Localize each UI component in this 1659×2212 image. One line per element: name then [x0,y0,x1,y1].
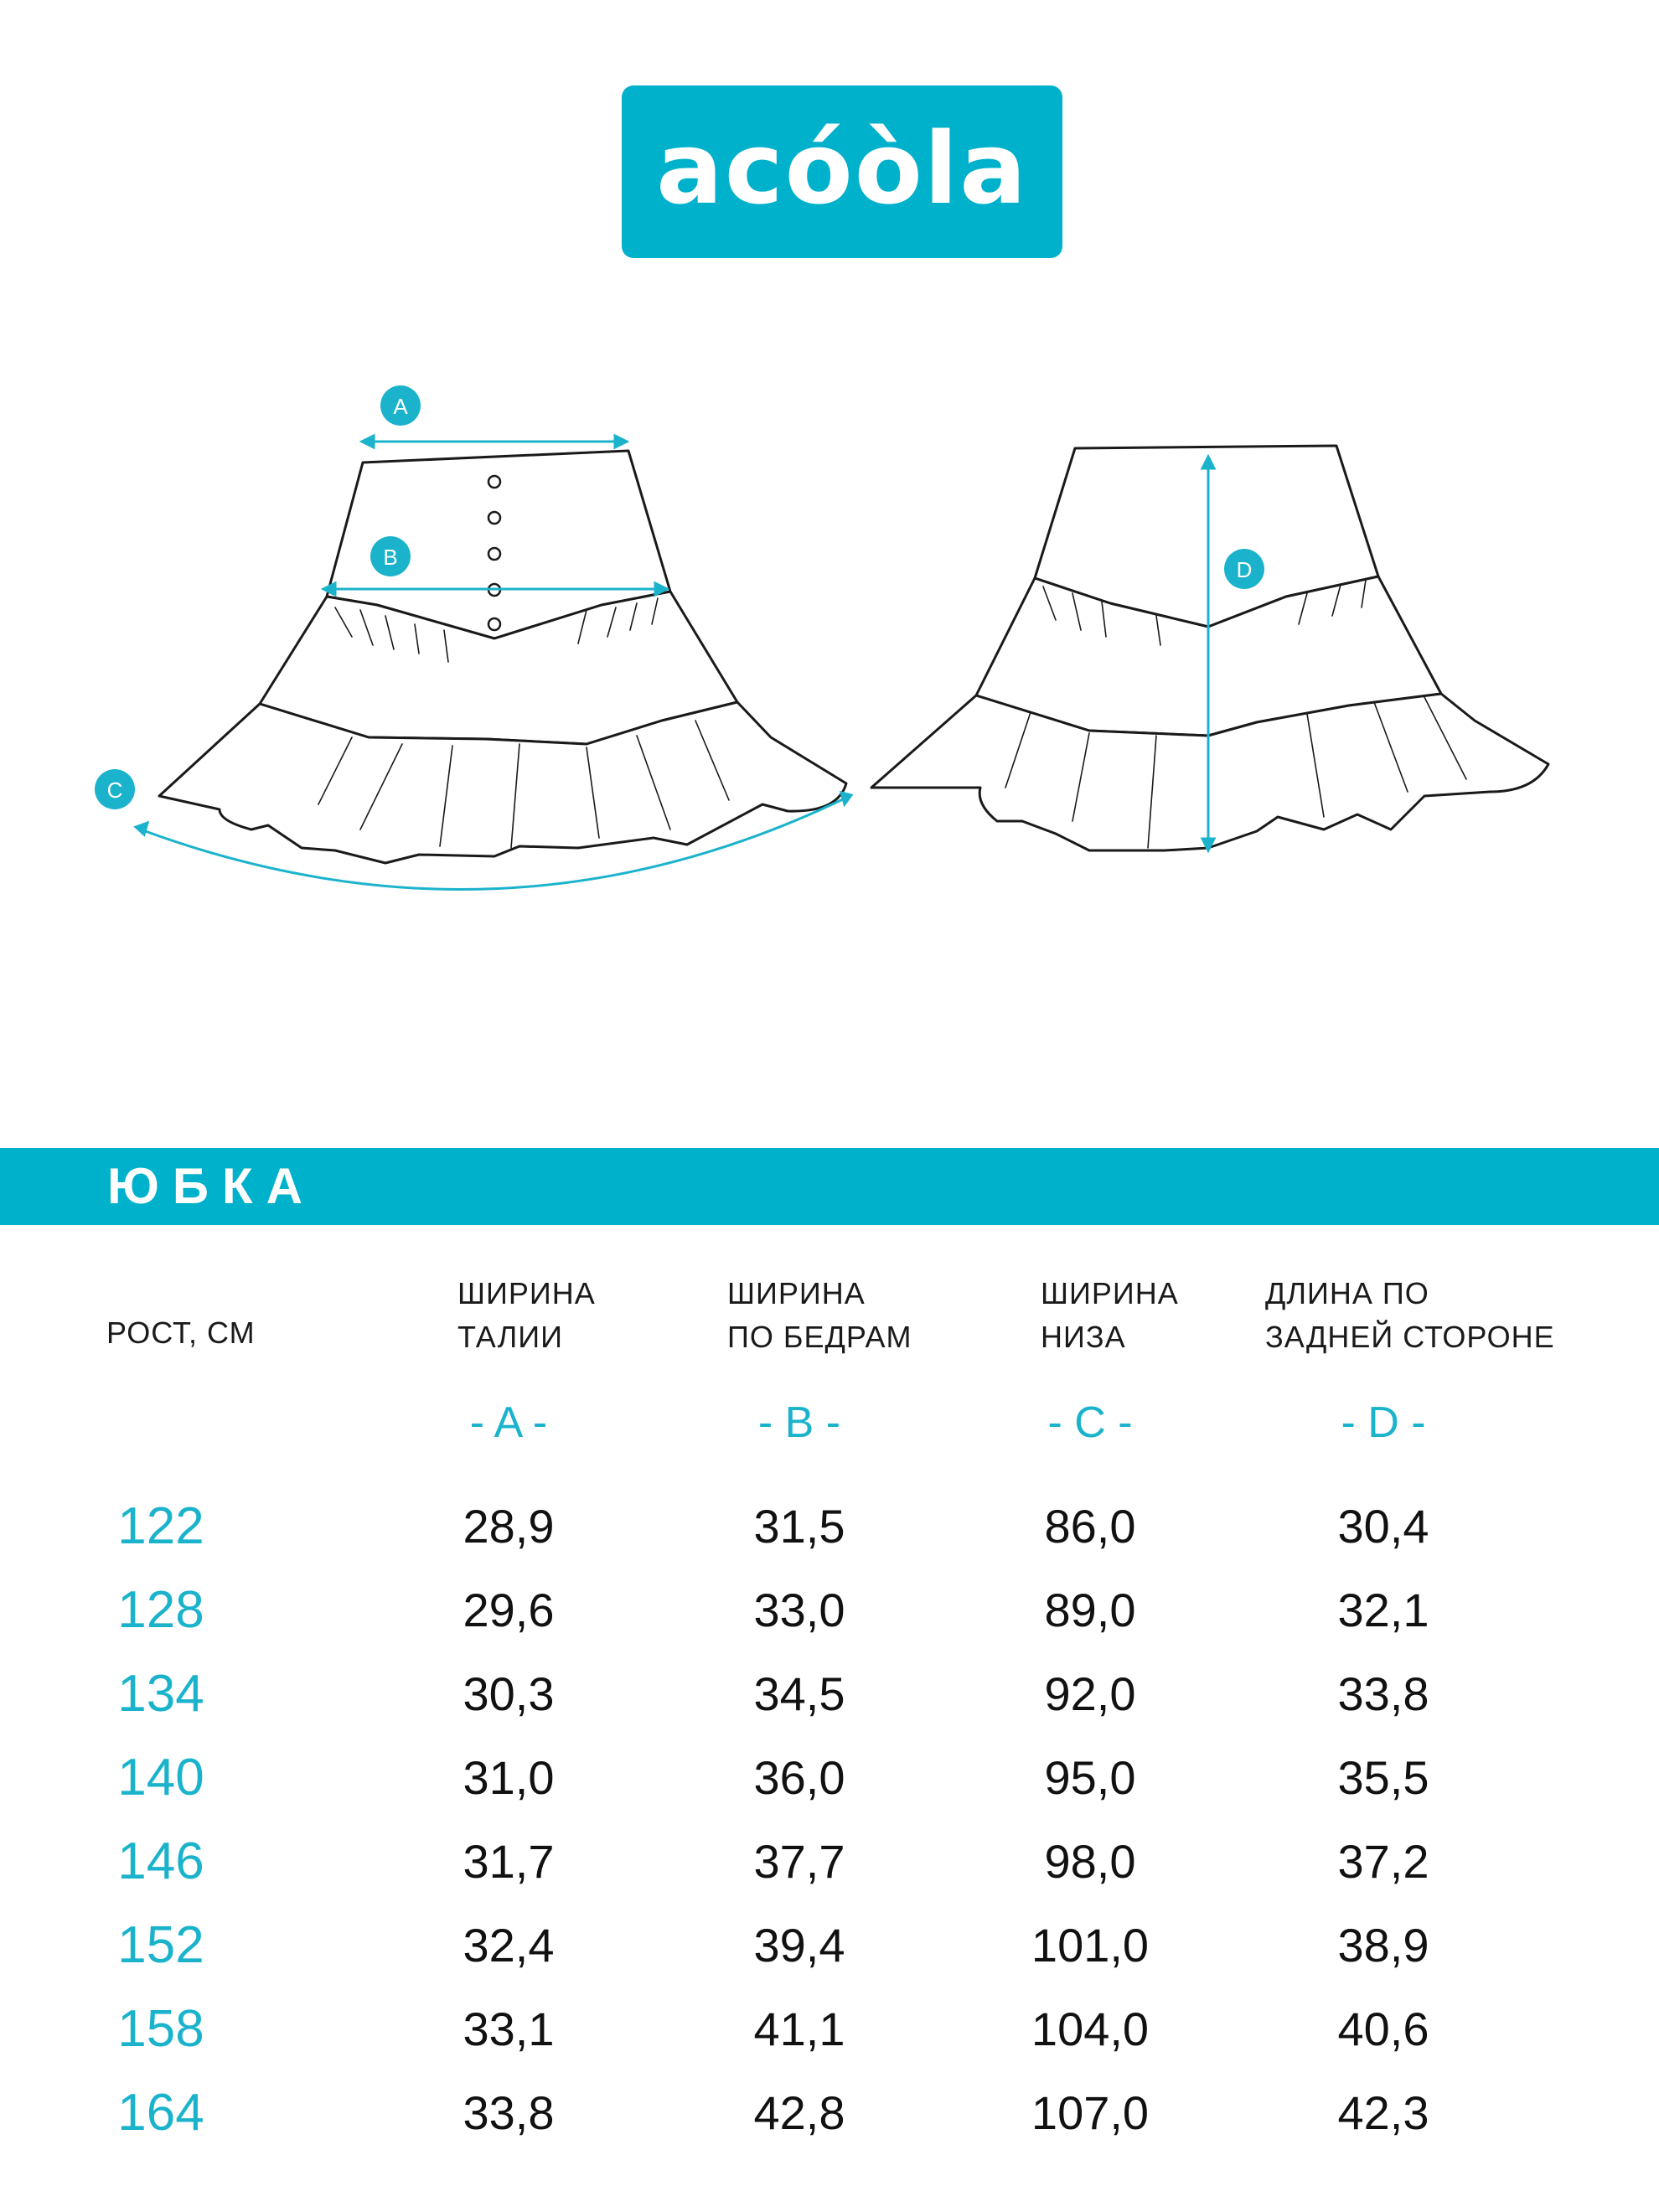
table-row [0,1987,1659,2071]
height-cell: 146 [117,1832,204,1890]
measure-cell: 92,0 [1044,1667,1136,1720]
brand-logo [622,85,1062,258]
table-row [0,2071,1659,2155]
measure-cell: 33,8 [1337,1667,1429,1720]
measure-cell: 38,9 [1337,1919,1429,1972]
header-height-label: РОСТ, СМ [106,1315,256,1350]
header-back-length [1265,1272,1555,1359]
measure-cell: 30,3 [463,1667,555,1720]
measure-cell: 42,3 [1337,2086,1429,2139]
measure-cell: 29,6 [463,1584,555,1636]
measure-cell: 30,4 [1337,1500,1429,1553]
marker-d-label: D [1236,557,1253,582]
header-waist-line1: ШИРИНА [457,1276,596,1310]
table-row [0,1569,1659,1652]
table-row [0,1904,1659,1987]
measure-cell: 42,8 [753,2086,845,2139]
measure-cell: 37,2 [1337,1835,1429,1888]
measure-cell: 98,0 [1044,1835,1136,1888]
measure-cell: 31,0 [463,1751,555,1804]
header-waist [457,1272,596,1359]
brand-logo-text: acóòla [656,111,1028,226]
measure-cell: 33,0 [753,1584,845,1636]
measure-cell: 31,5 [753,1500,845,1553]
height-cell: 140 [117,1749,204,1806]
measure-cell: 34,5 [753,1667,845,1720]
header-hips-line1: ШИРИНА [727,1276,866,1310]
header-height [106,1311,256,1355]
table-row [0,1736,1659,1820]
height-cell: 158 [117,2000,204,2058]
marker-b-label: B [383,545,398,570]
measure-cell: 31,7 [463,1835,555,1888]
header-hips-line2: ПО БЕДРАМ [727,1320,912,1354]
measure-cell: 86,0 [1044,1500,1136,1553]
measure-cell: 40,6 [1337,2003,1429,2055]
header-hips [727,1272,912,1359]
skirt-back-drawing [871,446,1548,850]
measure-cell: 35,5 [1337,1751,1429,1804]
measure-cell: 36,0 [753,1751,845,1804]
code-b: - B - [757,1398,841,1447]
measure-cell: 104,0 [1031,2003,1150,2055]
marker-a-label: A [393,394,408,419]
code-c: - C - [1047,1398,1133,1447]
measure-cell: 33,8 [463,2086,555,2139]
skirt-diagram [0,352,1659,938]
header-back-length-line1: ДЛИНА ПО [1265,1276,1429,1310]
measure-cell: 33,1 [463,2003,555,2055]
measure-cell: 32,1 [1337,1584,1429,1636]
measure-cell: 28,9 [463,1500,555,1553]
measure-cell: 32,4 [463,1919,555,1972]
header-waist-line2: ТАЛИИ [457,1320,563,1354]
measure-cell: 101,0 [1031,1919,1150,1972]
code-d: - D - [1341,1398,1426,1447]
table-row [0,1820,1659,1904]
measure-cell: 39,4 [753,1919,845,1972]
height-cell: 122 [117,1497,204,1555]
header-hem [1041,1272,1179,1359]
marker-c-label: C [106,778,123,803]
measure-cell: 41,1 [753,2003,845,2055]
table-row [0,1485,1659,1569]
measure-cell: 107,0 [1031,2086,1150,2139]
header-hem-line2: НИЗА [1041,1320,1126,1354]
header-hem-line1: ШИРИНА [1041,1276,1179,1310]
measure-cell: 89,0 [1044,1584,1136,1636]
section-title: ЮБКА [107,1158,316,1214]
height-cell: 152 [117,1916,204,1974]
measure-cell: 95,0 [1044,1751,1136,1804]
section-header [0,1148,1659,1225]
header-back-length-line2: ЗАДНЕЙ СТОРОНЕ [1265,1320,1555,1354]
skirt-front-drawing [159,451,846,863]
height-cell: 164 [117,2084,204,2142]
table-row [0,1652,1659,1736]
measure-cell: 37,7 [753,1835,845,1888]
code-a: - A - [469,1398,548,1447]
height-cell: 134 [117,1665,204,1723]
height-cell: 128 [117,1581,204,1639]
